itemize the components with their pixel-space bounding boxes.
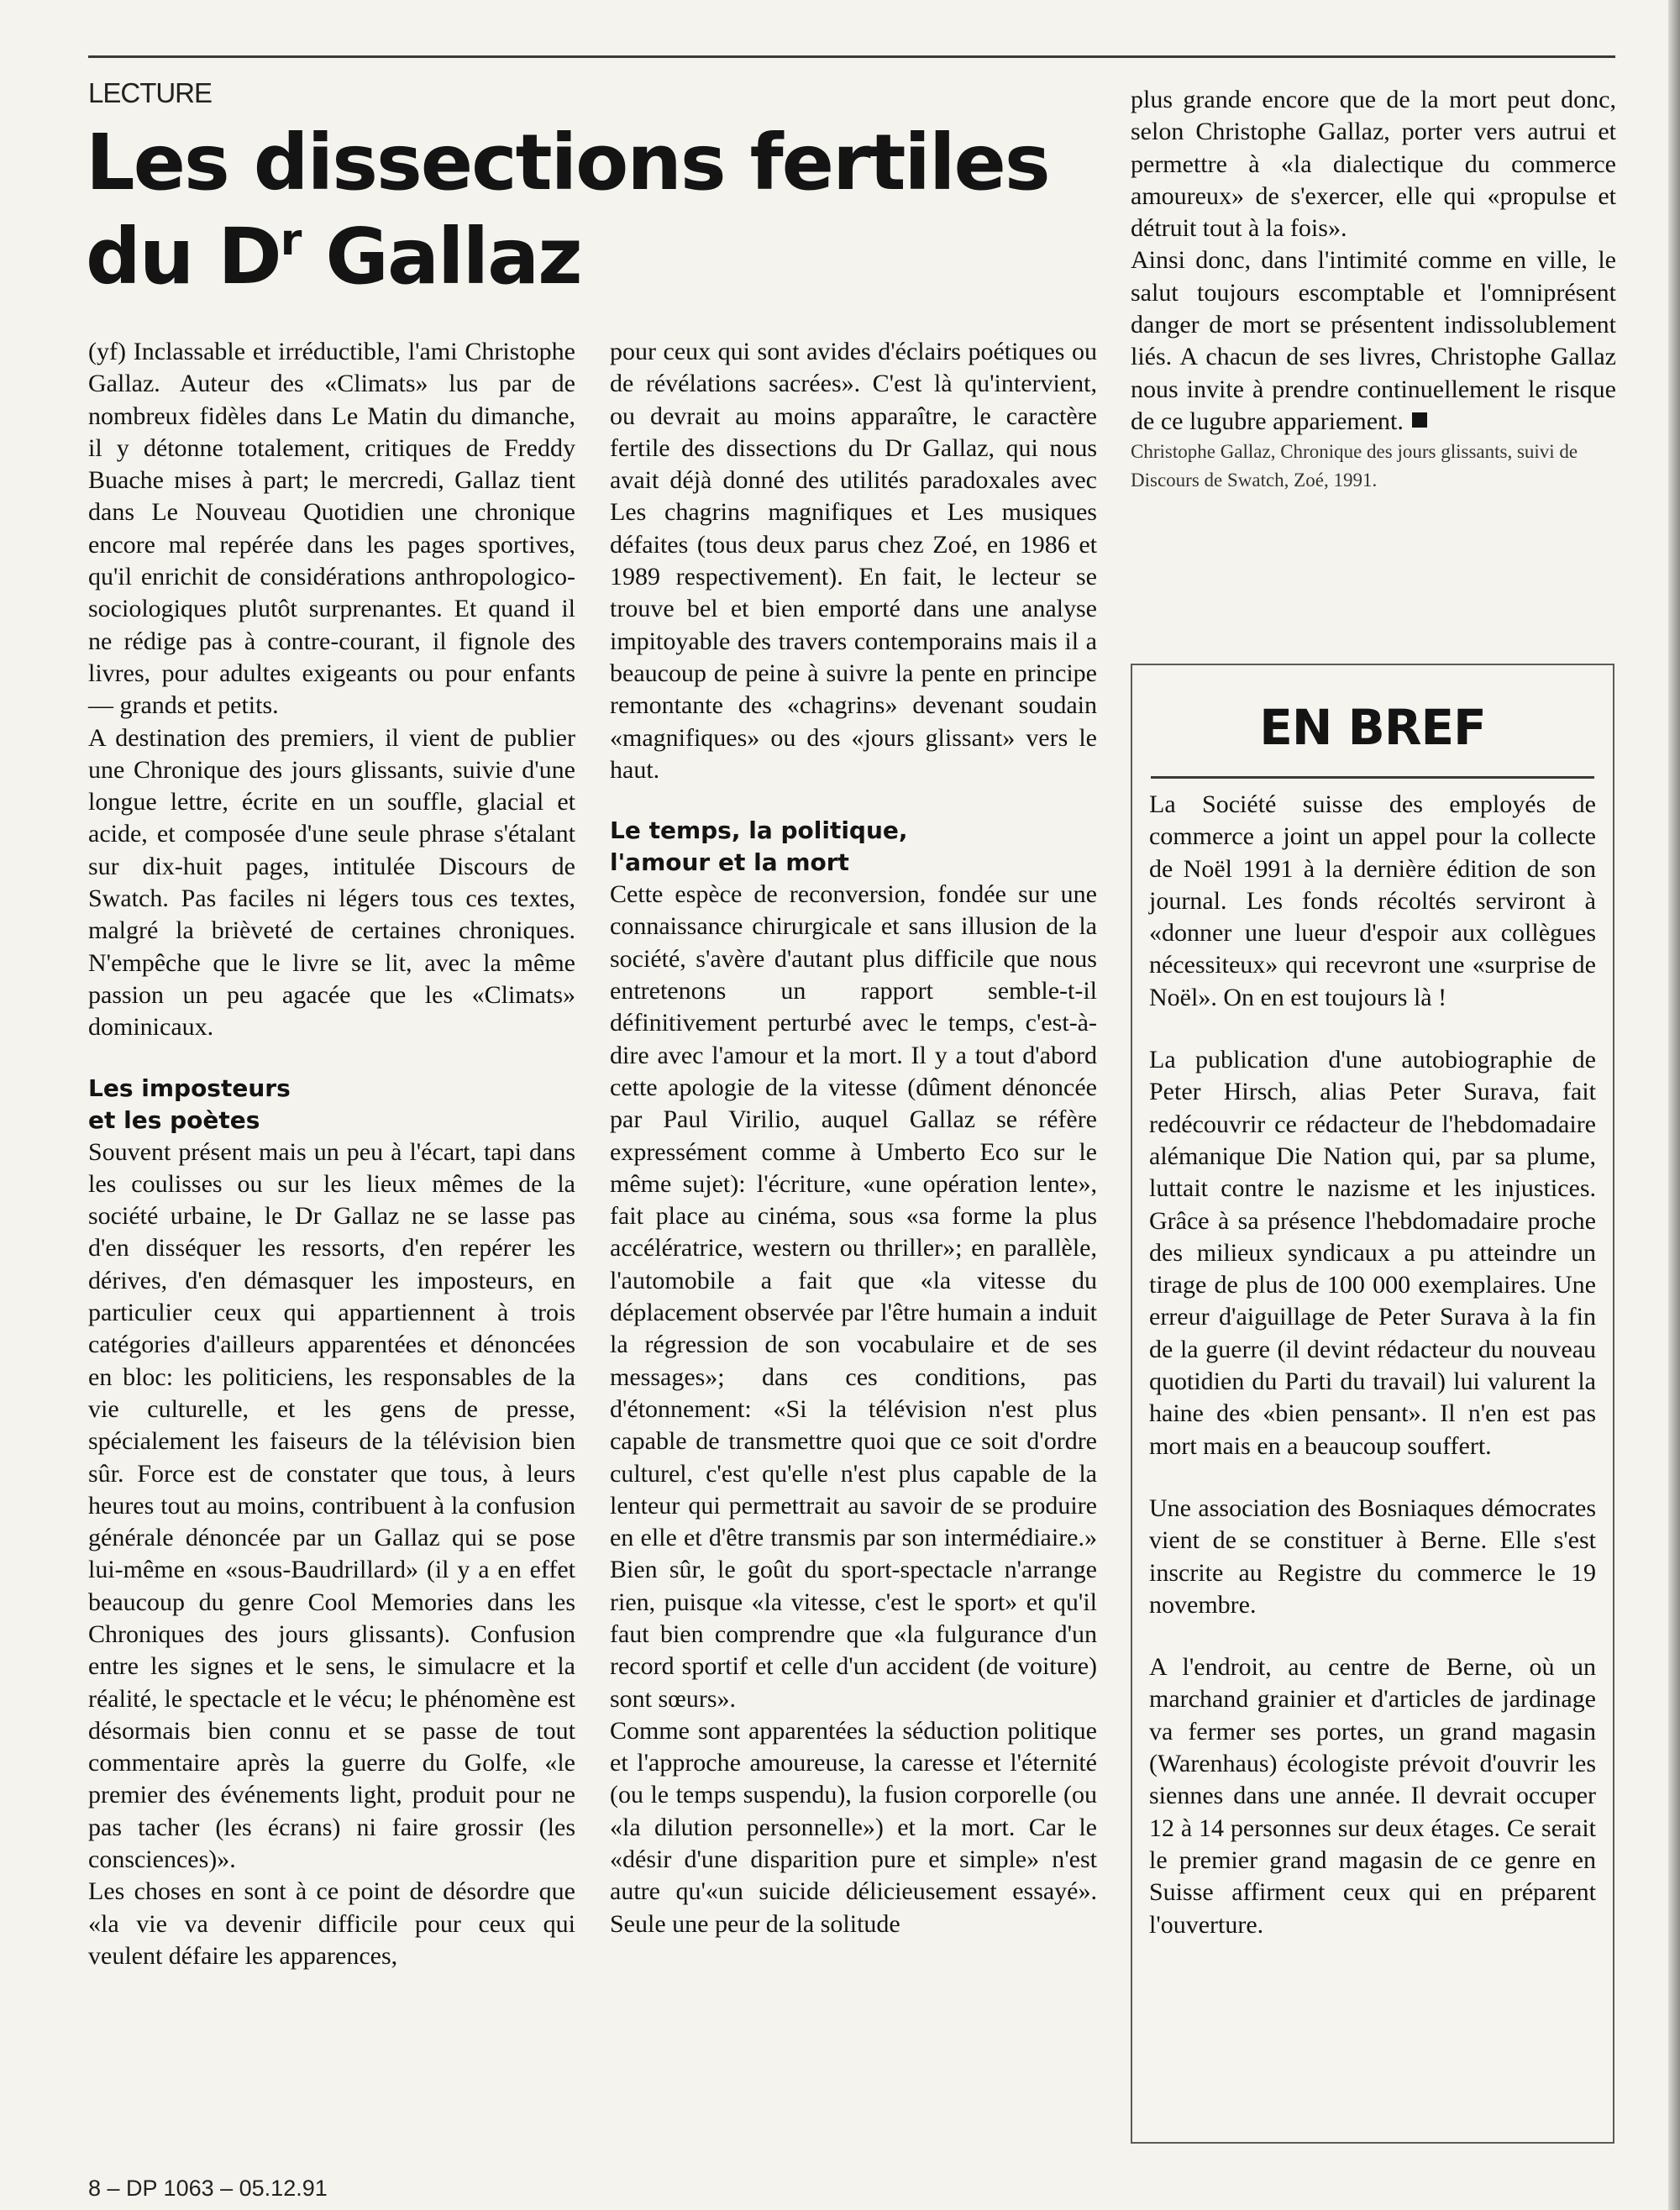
end-of-article-square-icon [1412, 412, 1427, 428]
headline-line-1: Les dissections fertiles [86, 118, 1049, 207]
bref-item: A l'endroit, au centre de Berne, où un marchand grainier et d'articles de jardinage va fermer ses portes, un grand magasin (Warenhaus) écologiste prévoit d'ouvrir les siennes dans une année. Il devrait occuper 12 à 14 personnes sur deux étages. Ce serait le premier grand magasin de ce genre en Suisse affirment ceux qui en préparent l'ouverture. [1149, 1653, 1596, 1939]
paragraph: Cette espèce de reconversion, fondée sur une connaissance chirurgicale et sans illusion de la société, s'avère d'autant plus difficile que nous entretenons un rapport semble-t-il définitivement perturbé avec le temps, c'est-à-dire avec l'amour et la mort. Il y a tout d'abord cette apologie de la vitesse (dûment dénoncée par Paul Virilio, auquel Gallaz se réfère expressément comme à Umberto Eco sur le même sujet): l'écriture, «une opération lente», fait place au cinéma, sous «sa forme la plus accélératrice, western ou thriller»; en parallèle, l'automobile a fait que «la vitesse du déplacement observée par l'être humain a induit la régression de son vocabulaire et de ses messages»; dans ces conditions, pas d'étonnement: «Si la télévision n'est plus capable de transmettre quoi que ce soit d'ordre culturel, c'est qu'elle n'est plus capable de la lenteur qui permettrait au savoir de se produire en elle et d'être transmis par son intermédiaire.» Bien sûr, le goût du sport-spectacle n'arrange rien, puisque «la vitesse, c'est le sport» et qu'il faut bien comprendre que «la fulgurance d'un record sportif et celle d'un accident (de voiture) sont sœurs». [610, 880, 1097, 1713]
subheading-line: l'amour et la mort [610, 848, 849, 877]
top-rule [88, 55, 1615, 58]
paragraph: Comme sont apparentées la séduction politique et l'approche amoureuse, la caresse et l'éternité (ou le temps suspendu), la fusion corporelle (ou «la dilution personnelle») et la mort. Car le «désir d'une disparition pure et simple» n'est autre qu'«un suicide délicieusement essayé». Seule une peur de la solitude [610, 1716, 1097, 1938]
subheading-temps [610, 815, 1097, 879]
bref-item: La publication d'une autobiographie de Peter Hirsch, alias Peter Surava, fait redécouvrir ce rédacteur de l'hebdomadaire alémanique Die Nation qui, par sa plume, luttait contre le nazisme et les injustices. Grâce à sa présence l'hebdomadaire proche des milieux syndicaux a pu atteindre un tirage de plus de 100 000 exemplaires. Une erreur d'aiguillage de Peter Surava à la fin de la guerre (il devint rédacteur du nouveau quotidien du Parti du travail) lui valurent la haine des «bien pensant». Il n'en est pas mort mais en a beaucoup souffert. [1149, 1046, 1596, 1460]
article-column-1 [88, 336, 575, 1972]
paragraph: pour ceux qui sont avides d'éclairs poétiques ou de révélations sacrées». C'est là qu'intervient, ou devrait au moins apparaître, le caractère fertile des dissections du Dr Gallaz, qui nous avait déjà donné des utilités paradoxales avec Les chagrins magnifiques et Les musiques défaites (tous deux parus chez Zoé, en 1986 et 1989 respectivement). En fait, le lecteur se trouve bel et bien emporté dans une analyse impitoyable des travers contemporains mais il a beaucoup de peine à suivre la pente en principe remontante des «chagrins» devenant soudain «magnifiques» ou des «jours glissant» vers le haut. [610, 338, 1097, 784]
article-column-3 [1131, 84, 1616, 495]
paragraph: Les choses en sont à ce point de désordre que «la vie va devenir difficile pour ceux qui veulent défaire les apparences, [88, 1877, 575, 1970]
subheading-line: Les imposteurs [88, 1074, 291, 1102]
subheading-imposteurs [88, 1073, 575, 1136]
paragraph: Souvent présent mais un peu à l'écart, tapi dans les coulisses ou sur les lieux mêmes de la société urbaine, le Dr Gallaz ne se lasse pas d'en disséquer les ressorts, d'en repérer les dérives, d'en démasquer les imposteurs, en particulier ceux qui appartiennent à trois catégories d'ailleurs apparentées et dénoncées en bloc: les politiciens, les responsables de la vie culturelle, et les gens de presse, spécialement les faiseurs de la télévision bien sûr. Force est de constater que tous, à leurs heures tout au moins, contribuent à la confusion générale dénoncée par un Gallaz qui se pose lui-même en «sous-Baudrillard» (il y a en effet beaucoup du genre Cool Memories dans les Chroniques des jours glissants). Confusion entre les signes et le sens, le simulacre et la réalité, le spectacle et le vécu; le phénomène est désormais bien connu et se passe de tout commentaire après la guerre du Golfe, «le premier des événements light, produit pour ne pas tacher (les écrans) ni faire grossir (les consciences)». [88, 1137, 575, 1874]
final-paragraph-text: Ainsi donc, dans l'intimité comme en ville, le salut toujours escomptable et l'omniprésent danger de mort se présentent indissolublement liés. A chacun de ses livres, Christophe Gallaz nous invite à prendre continuellement le risque de ce lugubre appariement. [1131, 246, 1616, 435]
paragraph: A destination des premiers, il vient de publier une Chronique des jours glissants, suivie d'une longue lettre, écrite en un souffle, glacial et acide, et composée d'une seule phrase s'étalant sur dix-huit pages, intitulée Discours de Swatch. Pas faciles ni légers tous ces textes, malgré la brièveté de certaines chroniques. N'empêche que le livre se lit, avec la même passion un peu agacée que les «Climats» dominicaux. [88, 723, 575, 1042]
en-bref-body [1132, 779, 1613, 1941]
paragraph: (yf) Inclassable et irréductible, l'ami Christophe Gallaz. Auteur des «Climats» lus par de nombreux fidèles dans Le Matin du dimanche, il y détonne totalement, critiques de Freddy Buache mises à part; le mercredi, Gallaz tient dans Le Nouveau Quotidien une chronique encore mal repérée dans les pages sportives, qu'il enrichit de considérations anthropologico-sociologiques plutôt surprenantes. Et quand il ne rédige pas à contre-courant, il fignole des livres, pour adultes exigeants ou pour enfants — grands et petits. [88, 338, 575, 720]
subheading-line: et les poètes [88, 1105, 260, 1134]
paragraph-final [1131, 244, 1616, 438]
paragraph: plus grande encore que de la mort peut donc, selon Christophe Gallaz, porter vers autrui et permettre à «la dialectique du commerce amoureux» de s'exercer, elle qui «propulse et détruit tout à la fois». [1131, 86, 1616, 243]
headline-line-2-prefix: du D [86, 212, 281, 302]
bref-item: La Société suisse des employés de commerce a joint un appel pour la collecte de Noël 1991 à la dernière édition de son journal. Les fonds récoltés serviront à «donner une lueur d'espoir aux collègues nécessiteux» qui recevront une «surprise de Noël». On en est toujours là ! [1149, 790, 1596, 1011]
book-credit: Christophe Gallaz, Chronique des jours glissants, suivi de Discours de Swatch, Zoé, 1991. [1131, 441, 1578, 491]
headline-superscript: r [280, 215, 301, 265]
article-headline [86, 116, 1094, 304]
page-folio: 8 – DP 1063 – 05.12.91 [88, 2176, 328, 2201]
subheading-line: Le temps, la politique, [610, 816, 908, 845]
en-bref-box [1131, 664, 1614, 2144]
section-kicker: LECTURE [88, 77, 213, 108]
page-edge-shadow [1668, 0, 1680, 2210]
headline-line-2-suffix: Gallaz [300, 212, 581, 302]
bref-item: Une association des Bosniaques démocrates vient de se constituer à Berne. Elle s'est inscrite au Registre du commerce le 19 novembre. [1149, 1493, 1596, 1619]
article-column-2 [610, 336, 1097, 1940]
en-bref-title: EN BREF [1259, 699, 1486, 756]
